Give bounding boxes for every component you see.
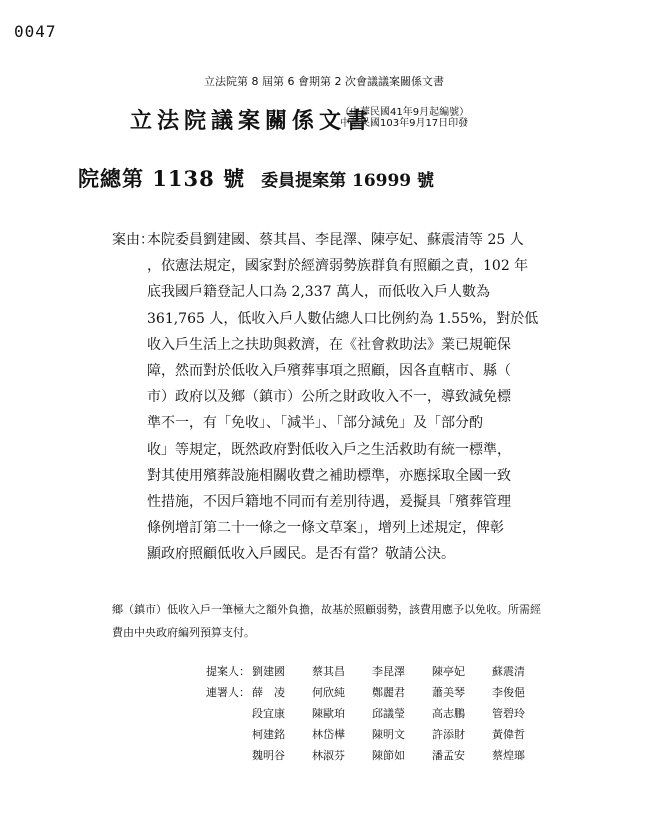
case-line: 收入戶生活上之扶助與救濟，在《社會救助法》業已規範保: [147, 336, 511, 353]
session-header: 立法院第 8 屆第 6 會期第 2 次會議議案關係文書: [204, 75, 444, 88]
print-date: 中華民國103年9月17日印發: [340, 118, 469, 129]
cosigner-name: 許添財: [432, 728, 465, 741]
cosigner-name: 蔡煌瑯: [492, 749, 525, 762]
cosigners-row: [206, 684, 552, 705]
date-block: [340, 107, 469, 129]
cosigner-name: 魏明谷: [252, 749, 285, 762]
case-line: 底我國戶籍登記人口為 2,337 萬人，而低收入戶人數為: [147, 284, 490, 301]
case-line: ，依憲法規定，國家對於經濟弱勢族群負有照顧之責，102 年: [147, 258, 529, 275]
proposer-name: 蔡其昌: [312, 665, 345, 678]
cosigner-name: 黃偉哲: [492, 728, 525, 741]
cosigner-name: 林岱樺: [312, 728, 345, 741]
case-line: 對其使用殯葬設施相關收費之補助標準，亦應採取全國一致: [147, 467, 511, 484]
cosigner-name: 陳明文: [372, 728, 405, 741]
case-line: 性措施，不因戶籍地不同而有差別待遇，爰擬具「殯葬管理: [147, 494, 511, 511]
cosigner-name: 蕭美琴: [432, 686, 465, 699]
signers-block: [206, 663, 552, 768]
cosigner-name: 柯建銘: [252, 728, 285, 741]
document-title: 立法院議案關係文書: [130, 108, 374, 134]
cosigner-name: 何欣純: [312, 686, 345, 699]
cosigner-name: 陳歐珀: [312, 707, 345, 720]
bill-numbers: [78, 163, 434, 193]
case-line: 本院委員劉建國、蔡其昌、李昆澤、陳亭妃、蘇震清等 25 人: [147, 232, 524, 248]
cosigner-name: 薛 凌: [252, 686, 285, 699]
cosigners-row: [206, 726, 552, 747]
case-line: 條例增訂第二十一條之一條文草案」，增列上述規定，俾彰: [147, 520, 504, 537]
cosigner-name: 李俊俋: [492, 686, 525, 699]
case-line: 市）政府以及鄉（鎮市）公所之財政收入不一，導致減免標: [147, 389, 511, 406]
explanation-note: [112, 598, 592, 644]
cosigner-name: 段宜康: [252, 707, 285, 720]
proposer-name: 李昆澤: [372, 665, 405, 678]
note-line: 費由中央政府編列預算支付。: [112, 626, 255, 639]
case-line: 準不一，有「免收」、「減半」、「部分減免」及「部分酌: [147, 415, 483, 432]
proposers-label: 提案人：: [206, 665, 250, 678]
case-line: 收」等規定，既然政府對低收入戶之生活救助有統一標準，: [147, 441, 511, 458]
cosigner-name: 管碧玲: [492, 707, 525, 720]
cosigner-name: 潘孟安: [432, 749, 465, 762]
cosigner-name: 陳節如: [372, 749, 405, 762]
numbering-since-date: （中華民國41年9月起編號）: [340, 107, 470, 118]
signers-table: [206, 663, 552, 768]
cosigner-name: 鄭麗君: [372, 686, 405, 699]
proposer-name: 陳亭妃: [432, 665, 465, 678]
cosigner-name: 林淑芬: [312, 749, 345, 762]
cosigner-name: 邱議瑩: [372, 707, 405, 720]
proposer-name: 蘇震清: [492, 665, 525, 678]
case-line: 顯政府照顧低收入戶國民。是否有當？敬請公決。: [147, 546, 455, 563]
cosigner-name: 高志鵬: [432, 707, 465, 720]
case-label: 案由：: [112, 232, 154, 248]
office-bill-number: 院總第 1138 號: [78, 166, 246, 191]
case-text: [147, 227, 587, 568]
note-line: 鄉（鎮市）低收入戶一筆極大之額外負擔，故基於照顧弱勢，該費用應予以免收。所需經: [112, 603, 541, 616]
page-number: 0047: [14, 22, 57, 41]
cosigners-row: [206, 705, 552, 726]
cosigners-row: [206, 747, 552, 768]
proposers-row: [206, 663, 552, 684]
member-bill-number: 委員提案第 16999 號: [261, 171, 435, 191]
case-line: 361,765 人，低收入戶人數佔總人口比例約為 1.55%，對於低: [147, 310, 539, 327]
cosigners-label: 連署人：: [206, 686, 250, 699]
case-line: 障，然而對於低收入戶殯葬事項之照顧，因各直轄市、縣（: [147, 363, 511, 380]
proposer-name: 劉建國: [252, 665, 285, 678]
